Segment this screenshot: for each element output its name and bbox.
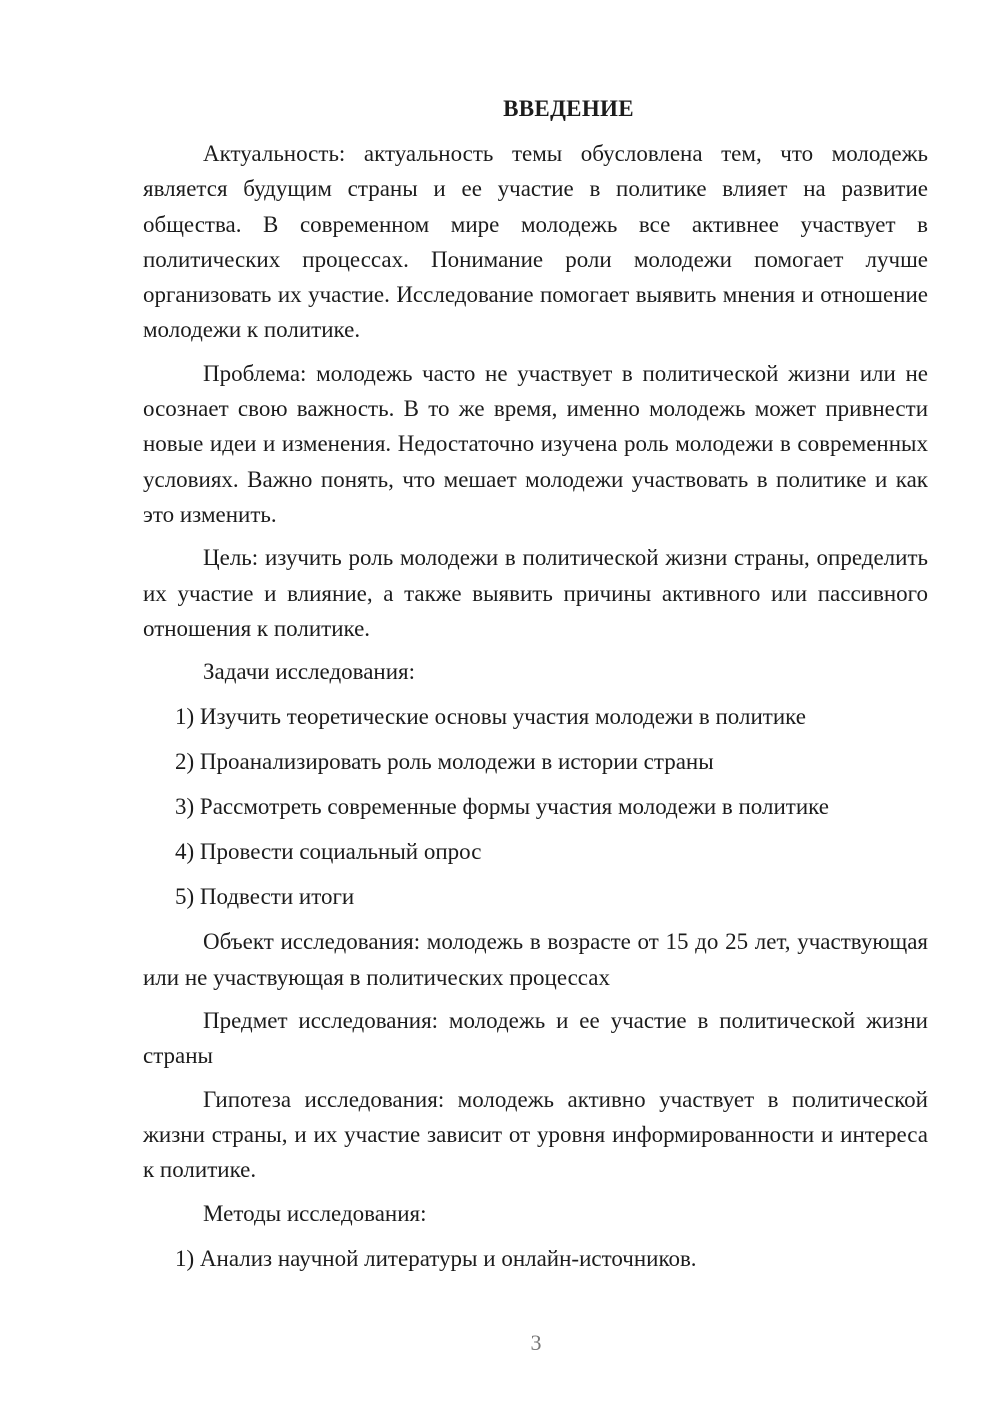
methods-heading: Методы исследования: xyxy=(203,1200,427,1226)
methods-list xyxy=(143,1241,928,1276)
list-item: 2) Проанализировать роль молодежи в истории страны xyxy=(175,749,714,775)
page-number: 3 xyxy=(530,1330,542,1355)
page-content xyxy=(143,96,928,1286)
tasks-heading: Задачи исследования: xyxy=(203,659,416,685)
tasks-list xyxy=(143,699,928,914)
paragraph-relevance: Актуальность: актуальность темы обусловлена тем, что молодежь является будущим страны и ее участие в политике влияет на развитие общества. В современном мире молодежь все активнее участвует в политических процессах. Понимание роли молодежи помогает лучше организовать их участие. Исследование помогает выявить мнения и отношение молодежи к политике. xyxy=(143,141,928,343)
page-title: ВВЕДЕНИЕ xyxy=(503,96,634,121)
paragraph-object: Объект исследования: молодежь в возрасте от 15 до 25 лет, участвующая или не участвующая в политических процессах xyxy=(143,929,928,990)
list-item: 1) Анализ научной литературы и онлайн-источников. xyxy=(175,1245,697,1271)
paragraph-subject: Предмет исследования: молодежь и ее участие в политической жизни страны xyxy=(143,1008,928,1069)
list-item: 4) Провести социальный опрос xyxy=(175,839,482,865)
list-item: 1) Изучить теоретические основы участия молодежи в политике xyxy=(175,704,806,730)
paragraph-problem: Проблема: молодежь часто не участвует в политической жизни или не осознает свою важность. В то же время, именно молодежь может привнести новые идеи и изменения. Недостаточно изучена роль молодежи в современных условиях. Важно понять, что мешает молодежи участвовать в политике и как это изменить. xyxy=(143,360,928,527)
paragraph-hypothesis: Гипотеза исследования: молодежь активно участвует в политической жизни страны, и их участие зависит от уровня информированности и интереса к политике. xyxy=(143,1086,928,1183)
list-item: 3) Рассмотреть современные формы участия молодежи в политике xyxy=(175,794,829,820)
list-item: 5) Подвести итоги xyxy=(175,884,355,910)
paragraph-goal: Цель: изучить роль молодежи в политической жизни страны, определить их участие и влияние, а также выявить причины активного или пассивного отношения к политике. xyxy=(143,545,928,641)
